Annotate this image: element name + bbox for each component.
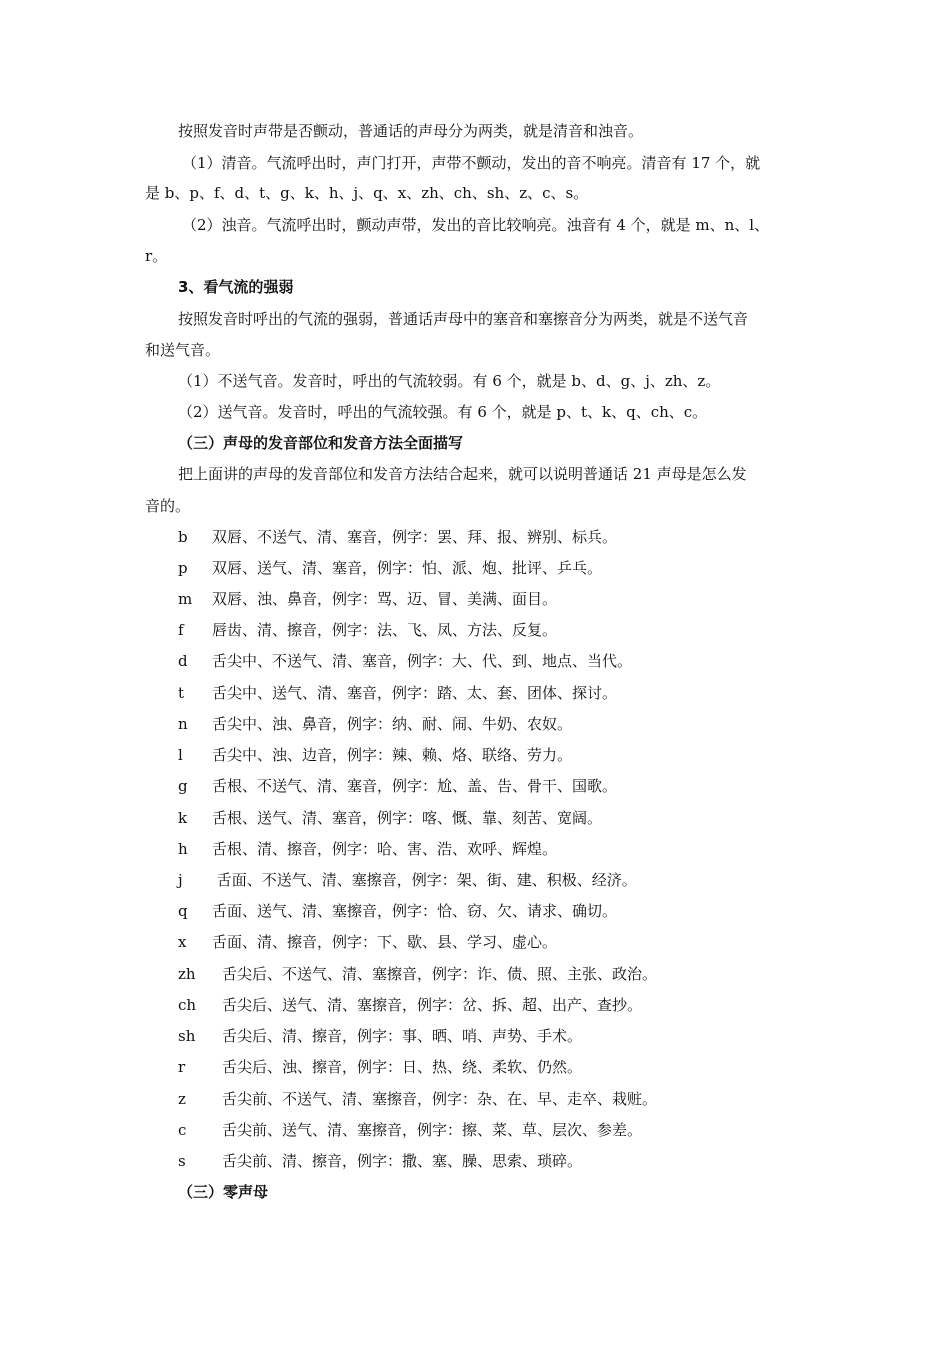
initial-description: 双唇、浊、鼻音，例字：骂、迈、冒、美满、面目。 (212, 590, 558, 608)
initial-row (178, 683, 617, 703)
initial-description: 舌根、送气、清、塞音，例字：喀、慨、靠、刻苦、宽阔。 (212, 809, 603, 827)
initial-description: 舌尖后、不送气、清、塞擦音，例字：诈、债、照、主张、政治。 (222, 965, 658, 983)
initial-row (178, 932, 557, 952)
initial-description: 舌尖前、清、擦音，例字：撒、塞、臊、思索、琐碎。 (222, 1152, 583, 1170)
initial-code: b (178, 528, 188, 546)
initial-row (178, 839, 557, 859)
initial-code: k (178, 809, 188, 827)
initial-code: ch (178, 996, 197, 1014)
initial-row (178, 745, 572, 765)
initial-row (178, 651, 632, 671)
initial-code: zh (178, 965, 196, 983)
initial-code: f (178, 621, 184, 639)
paragraph-summary-2: 音的。 (145, 497, 191, 515)
initial-row (178, 589, 557, 609)
initial-code: c (178, 1121, 187, 1139)
initial-description: 舌尖后、送气、清、塞擦音，例字：岔、拆、超、出产、查抄。 (222, 996, 643, 1014)
initial-row (178, 1151, 582, 1171)
initial-row (178, 995, 642, 1015)
initial-row (178, 1026, 582, 1046)
paragraph-aspirated: （2）送气音。发音时，呼出的气流较强。有 6 个，就是 p、t、k、q、ch、c。 (178, 403, 708, 421)
initial-description: 舌根、清、擦音，例字：哈、害、浩、欢呼、辉煌。 (212, 840, 558, 858)
initial-code: j (178, 871, 183, 889)
initial-description: 舌面、不送气、清、塞擦音，例字：架、街、建、积极、经济。 (212, 871, 637, 889)
initial-description: 舌尖中、浊、边音，例字：辣、赖、烙、联络、劳力。 (212, 746, 573, 764)
initial-description: 双唇、送气、清、塞音，例字：怕、派、炮、批评、乒乓。 (212, 559, 603, 577)
paragraph-airflow-1: 按照发音时呼出的气流的强弱，普通话声母中的塞音和塞擦音分为两类，就是不送气音 (178, 310, 749, 328)
initial-code: r (178, 1058, 186, 1076)
initial-code: z (178, 1090, 186, 1108)
section-heading-description: （三）声母的发音部位和发音方法全面描写 (178, 434, 464, 452)
paragraph-voiceless-2: 是 b、p、f、d、t、g、k、h、j、q、x、zh、ch、sh、z、c、s。 (145, 184, 589, 202)
initial-row (178, 808, 602, 828)
initial-row (178, 870, 637, 890)
initial-code: t (178, 684, 185, 702)
initial-description: 舌面、清、擦音，例字：下、歇、县、学习、虚心。 (212, 933, 558, 951)
initial-description: 舌尖中、浊、鼻音，例字：纳、耐、闹、牛奶、农奴。 (212, 715, 573, 733)
initial-code: l (178, 746, 183, 764)
paragraph-voiceless-1: （1）清音。气流呼出时，声门打开，声带不颤动，发出的音不响亮。清音有 17 个，就 (182, 154, 761, 172)
initial-description: 舌尖前、送气、清、塞擦音，例字：擦、菜、草、层次、参差。 (222, 1121, 643, 1139)
initial-code: h (178, 840, 188, 858)
initial-code: d (178, 652, 188, 670)
initial-description: 舌尖后、浊、擦音，例字：日、热、绕、柔软、仍然。 (222, 1058, 583, 1076)
initial-code: s (178, 1152, 186, 1170)
initial-row (178, 1057, 582, 1077)
paragraph-voiced-2: r。 (145, 247, 168, 265)
initial-row (178, 558, 602, 578)
initial-row (178, 714, 572, 734)
paragraph-airflow-2: 和送气音。 (145, 341, 221, 359)
initial-description: 舌尖中、送气、清、塞音，例字：踏、太、套、团体、探讨。 (212, 684, 618, 702)
initial-row (178, 964, 657, 984)
section-heading-zero-initial: （三）零声母 (178, 1183, 269, 1201)
initial-description: 舌面、送气、清、塞擦音，例字：恰、窃、欠、请求、确切。 (212, 902, 618, 920)
initial-code: q (178, 902, 188, 920)
paragraph-unaspirated: （1）不送气音。发音时，呼出的气流较弱。有 6 个，就是 b、d、g、j、zh、z。 (178, 372, 721, 390)
initial-description: 舌尖中、不送气、清、塞音，例字：大、代、到、地点、当代。 (212, 652, 633, 670)
section-heading-airflow: 3、看气流的强弱 (178, 278, 294, 296)
initial-description: 舌尖前、不送气、清、塞擦音，例字：杂、在、早、走卒、栽赃。 (222, 1090, 658, 1108)
initial-row (178, 1089, 657, 1109)
paragraph-summary-1: 把上面讲的声母的发音部位和发音方法结合起来，就可以说明普通话 21 声母是怎么发 (178, 465, 747, 483)
initial-description: 舌根、不送气、清、塞音，例字：尬、盖、告、骨干、国歌。 (212, 777, 618, 795)
initial-code: x (178, 933, 187, 951)
initial-description: 舌尖后、清、擦音，例字：事、晒、哨、声势、手术。 (222, 1027, 583, 1045)
initial-code: sh (178, 1027, 196, 1045)
initial-row (178, 1120, 642, 1140)
initial-row (178, 620, 557, 640)
initial-row (178, 527, 617, 547)
initial-row (178, 901, 617, 921)
initial-code: p (178, 559, 188, 577)
initial-code: m (178, 590, 193, 608)
paragraph-voicing: 按照发音时声带是否颤动，普通话的声母分为两类，就是清音和浊音。 (178, 122, 644, 140)
initial-row (178, 776, 617, 796)
initial-description: 双唇、不送气、清、塞音，例字：罢、拜、报、辨别、标兵。 (212, 528, 618, 546)
initial-description: 唇齿、清、擦音，例字：法、飞、凤、方法、反复。 (212, 621, 558, 639)
initial-code: g (178, 777, 188, 795)
initial-code: n (178, 715, 188, 733)
paragraph-voiced-1: （2）浊音。气流呼出时，颤动声带，发出的音比较响亮。浊音有 4 个，就是 m、n、l、 (182, 216, 770, 234)
